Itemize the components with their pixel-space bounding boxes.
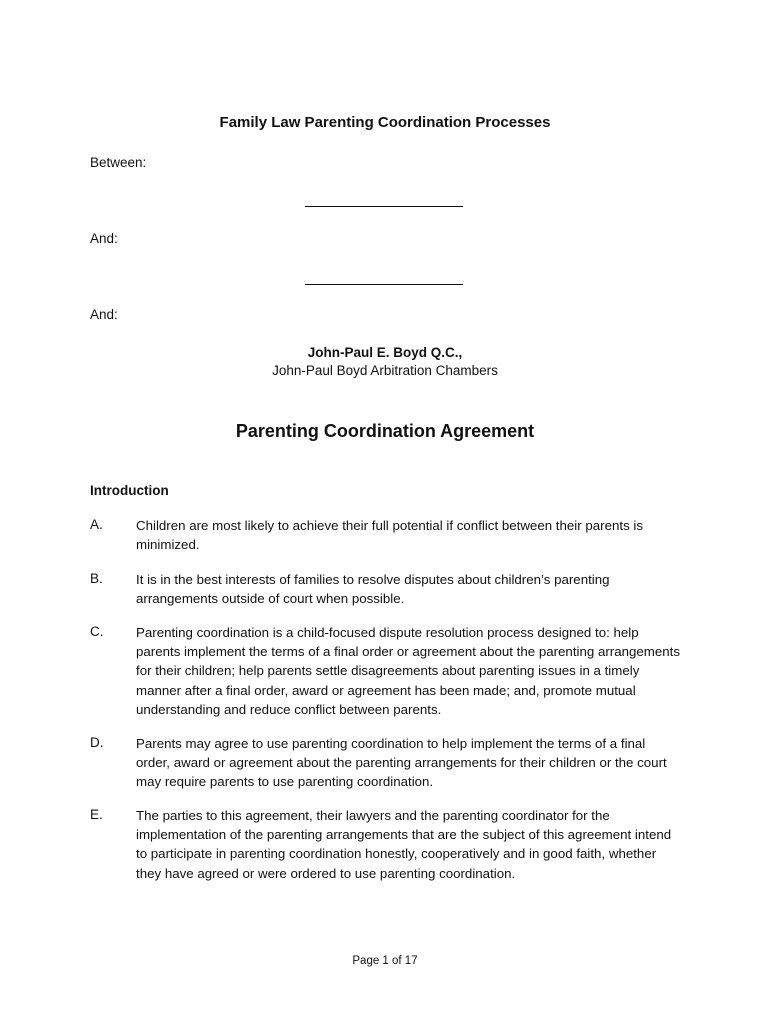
clause-letter-a: A. — [90, 517, 103, 532]
and-label-first: And: — [90, 231, 118, 246]
clause-text-e: The parties to this agreement, their lawyers and the parenting coordinator for the implementation of the parenting arrangements that are the subject of this agreement intend to participate in parenting coordination honestly, cooperatively and in good faith, whether they have agreed or were ordered to use parenting coordination. — [136, 808, 672, 881]
party-two-blank-line — [305, 284, 463, 285]
agreement-title: Parenting Coordination Agreement — [235, 421, 535, 441]
and-label-second: And: — [90, 307, 118, 322]
clause-text-b: It is in the best interests of families to resolve disputes about children’s parenting arrangements outside of court when possible. — [136, 572, 610, 607]
document-title: Family Law Parenting Coordination Processes — [219, 114, 551, 131]
party-one-blank-line — [305, 206, 463, 207]
arbitrator-name: John-Paul E. Boyd Q.C., — [307, 345, 463, 360]
clause-letter-e: E. — [90, 807, 103, 822]
introduction-heading: Introduction — [90, 483, 169, 498]
clause-text-c: Parenting coordination is a child-focused dispute resolution process designed to: help parents implement the terms of a final order or agreement about the parenting arrangements for their children; help parents settle disagreements about parenting issues in a timely manner after a final order, award or agreement has been made; and, promote mutual understanding and reduce conflict between parents. — [136, 625, 680, 717]
clause-text-a: Children are most likely to achieve their full potential if conflict between their parents is minimized. — [136, 518, 644, 553]
clause-text-d: Parents may agree to use parenting coordination to help implement the terms of a final order, award or agreement about the parenting arrangements for their children or the court may require parents to use parenting coordination. — [136, 736, 667, 790]
between-label: Between: — [90, 155, 147, 170]
clause-letter-b: B. — [90, 571, 103, 586]
page-number: Page 1 of 17 — [352, 955, 418, 967]
clause-letter-c: C. — [90, 624, 104, 639]
clause-letter-d: D. — [90, 735, 104, 750]
arbitrator-chambers: John-Paul Boyd Arbitration Chambers — [272, 363, 498, 378]
